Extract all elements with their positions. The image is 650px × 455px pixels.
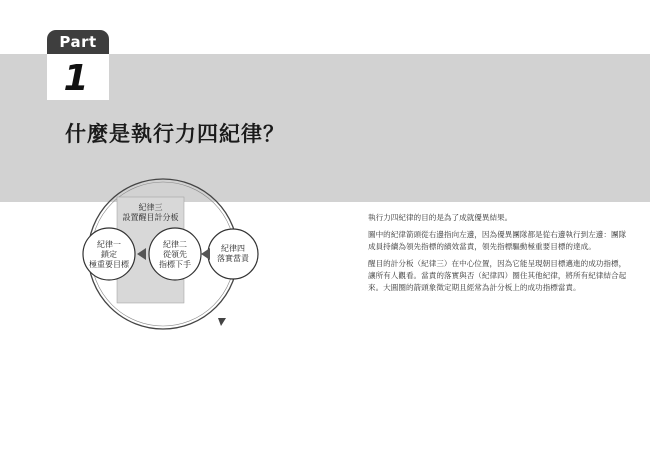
body-paragraph-2: 圖中的紀律箭頭從右邊指向左邊，因為優異團隊都是從右邊執行到左邊：團隊成員持續為領先指標的績效當責，領先指標驅動極重要目標的達成。 [368, 230, 627, 251]
part-label: Part [47, 30, 109, 54]
discipline1-desc-2: 極重要目標 [89, 260, 129, 269]
discipline3-label [117, 203, 184, 223]
discipline3-desc: 設置醒目計分板 [122, 213, 179, 222]
discipline2-desc-2: 指標下手 [159, 260, 191, 269]
discipline4-title: 紀律四 [221, 244, 245, 253]
body-text [368, 212, 630, 299]
discipline4-desc: 落實當責 [217, 254, 249, 263]
discipline2-desc-1: 從領先 [163, 250, 187, 259]
discipline4-label [208, 244, 258, 264]
outer-circle-arrow [218, 318, 226, 326]
body-paragraph-1: 執行力四紀律的目的是為了成就優異結果。 [368, 213, 513, 222]
body-paragraph-3: 醒目的計分板（紀律三）在中心位置，因為它能呈現朝目標邁進的成功指標，讓所有人觀看。當責的落實與否（紀律四）圈住其他紀律，將所有紀律結合起來。大圓圈的箭頭象徵定期且經常為計分板上的成功指標當責。 [368, 259, 627, 292]
discipline2-title: 紀律二 [163, 240, 187, 249]
discipline2-label [149, 240, 201, 270]
page-title: 什麼是執行力四紀律？ [65, 122, 285, 146]
discipline1-label [83, 240, 135, 270]
discipline1-desc-1: 鎖定 [101, 250, 117, 259]
discipline1-title: 紀律一 [97, 240, 121, 249]
discipline3-title: 紀律三 [138, 203, 163, 212]
part-number: 1 [63, 58, 89, 99]
